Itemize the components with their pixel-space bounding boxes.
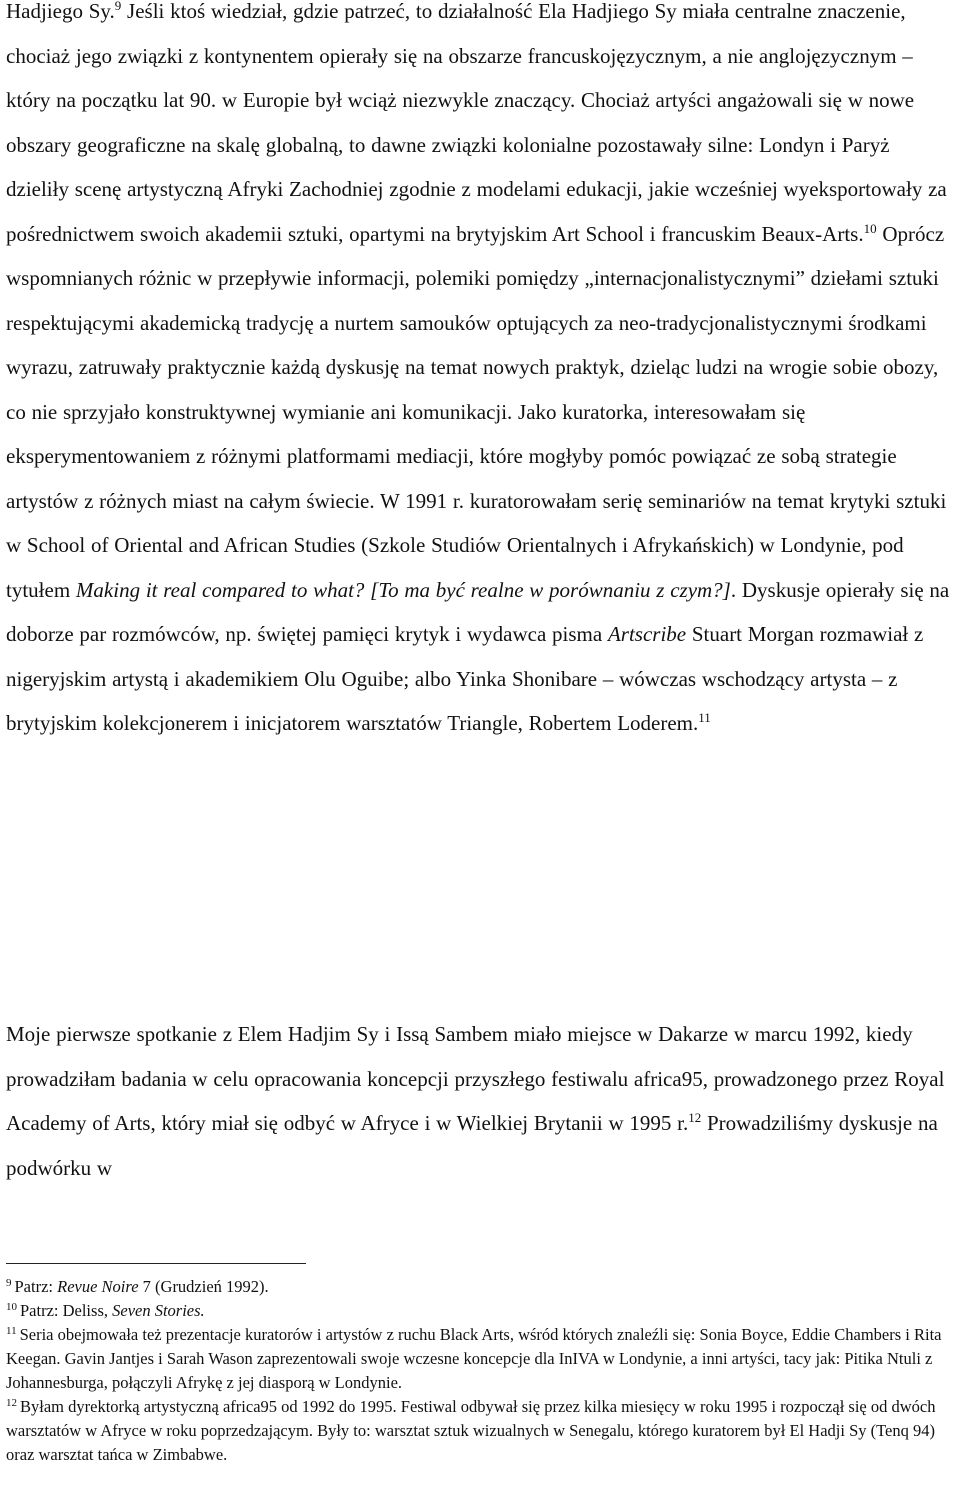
footnotes-list bbox=[6, 1275, 956, 1467]
footnote-text: Patrz: bbox=[14, 1277, 58, 1296]
seminar-title: Making it real compared to what? [To ma być realne w porównaniu z czym?] bbox=[75, 577, 731, 602]
footnote-ref-11[interactable]: 11 bbox=[698, 710, 711, 725]
footnote-12 bbox=[6, 1395, 956, 1467]
footnote-text: Byłam dyrektorką artystyczną africa95 od 1992 do 1995. Festiwal odbywał się przez kilka miesięcy w roku 1995 i rozpoczął się od dwóch warsztatów w Afryce w roku poprzedzającym. Były to: warsztat sztuk wizualnych w Senegalu, którego kuratorem był El Hadji Sy (Tenq 94) oraz warsztat tańca w Zimbabwe. bbox=[6, 1397, 936, 1464]
body-paragraph bbox=[6, 1012, 956, 1190]
footnote-10 bbox=[6, 1299, 956, 1323]
footnote-11 bbox=[6, 1323, 956, 1395]
footnote-number: 9 bbox=[6, 1277, 12, 1289]
body-paragraph bbox=[6, 0, 956, 746]
footnote-9 bbox=[6, 1275, 956, 1299]
footnote-text: 7 (Grudzień 1992). bbox=[138, 1277, 269, 1296]
text-run: Moje pierwsze spotkanie z Elem Hadjim Sy i Issą Sambem miało miejsce w Dakarze w marcu 1992, kiedy prowadziłam badania w celu opracowania koncepcji przyszłego festiwalu africa95, prowadzonego przez Royal Academy of Arts, który miał się odbyć w Afryce i w Wielkiej Brytanii w 1995 r. bbox=[6, 1022, 945, 1135]
text-run: . Dyskusje opierały się na doborze par rozmówców, np. świętej pamięci krytyk i wydawca pisma bbox=[6, 577, 950, 646]
text-run: Prowadziliśmy dyskusje na podwórku w bbox=[6, 1111, 938, 1180]
footnote-italic: Seven Stories. bbox=[112, 1301, 205, 1320]
footnote-number: 11 bbox=[6, 1325, 17, 1337]
magazine-title: Artscribe bbox=[607, 622, 687, 646]
text-run: Oprócz wspomnianych różnic w przepływie informacji, polemiki pomiędzy „internacjonalistycznymi” dziełami sztuki respektującymi akademicką tradycję a nurtem samouków optujących za neo-tradycjonalistycznymi środkami wyrazu, zatruwały praktycznie każdą dyskusję na temat nowych praktyk, dzieląc ludzi na wrogie sobie obozy, co nie sprzyjało konstruktywnej wymianie ani komunikacji. Jako kuratorka, interesowałam się eksperymentowaniem z różnymi platformami mediacji, które mogłyby pomóc powiązać ze sobą strategie artystów z różnych miast na całym świecie. W 1991 r. kuratorowałam serię seminariów na temat krytyki sztuki w School of Oriental and African Studies (Szkole Studiów Orientalnych i Afrykańskich) w Londynie, pod tytułem bbox=[6, 221, 947, 602]
footnote-text: Patrz: Deliss, bbox=[20, 1301, 113, 1320]
footnote-divider bbox=[6, 1263, 306, 1264]
text-run: Stuart Morgan rozmawiał z nigeryjskim artystą i akademikiem Olu Oguibe; albo Yinka Shonibare – wówczas wschodzący artysta – z brytyjskim kolekcjonerem i inicjatorem warsztatów Triangle, Robertem Loderem. bbox=[6, 622, 924, 735]
footnote-ref-10[interactable]: 10 bbox=[863, 220, 877, 236]
footnote-ref-9[interactable]: 9 bbox=[114, 0, 122, 13]
footnote-number: 12 bbox=[6, 1397, 17, 1409]
footnote-italic: Revue Noire bbox=[57, 1277, 139, 1296]
text-run: Jeśli ktoś wiedział, gdzie patrzeć, to działalność Ela Hadjiego Sy miała centralne znaczenie, chociaż jego związki z kontynentem opierały się na obszarze francuskojęzycznym, a nie anglojęzycznym – który na początku lat 90. w Europie był wciąż niezwykle znaczący. Chociaż artyści angażowali się w nowe obszary geograficzne na skalę globalną, to dawne związki kolonialne pozostawały silne: Londyn i Paryż dzieliły scenę artystyczną Afryki Zachodniej zgodnie z modelami edukacji, jakie wcześniej wyeksportowały za pośrednictwem swoich akademii sztuki, opartymi na brytyjskim Art School i francuskim Beaux-Arts. bbox=[6, 0, 947, 246]
text-run: Hadjiego Sy. bbox=[6, 0, 115, 23]
footnote-number: 10 bbox=[6, 1301, 17, 1313]
footnote-text: Seria obejmowała też prezentacje kuratorów i artystów z ruchu Black Arts, wśród których znaleźli się: Sonia Boyce, Eddie Chambers i Rita Keegan. Gavin Jantjes i Sarah Wason zaprezentowali swoje wczesne koncepcje dla InIVA w Londynie, a inni artyści, tacy jak: Pitika Ntuli z Johannesburga, połączyli Afrykę z jej diasporą w Londynie. bbox=[6, 1325, 942, 1392]
footnote-ref-12[interactable]: 12 bbox=[688, 1110, 702, 1125]
